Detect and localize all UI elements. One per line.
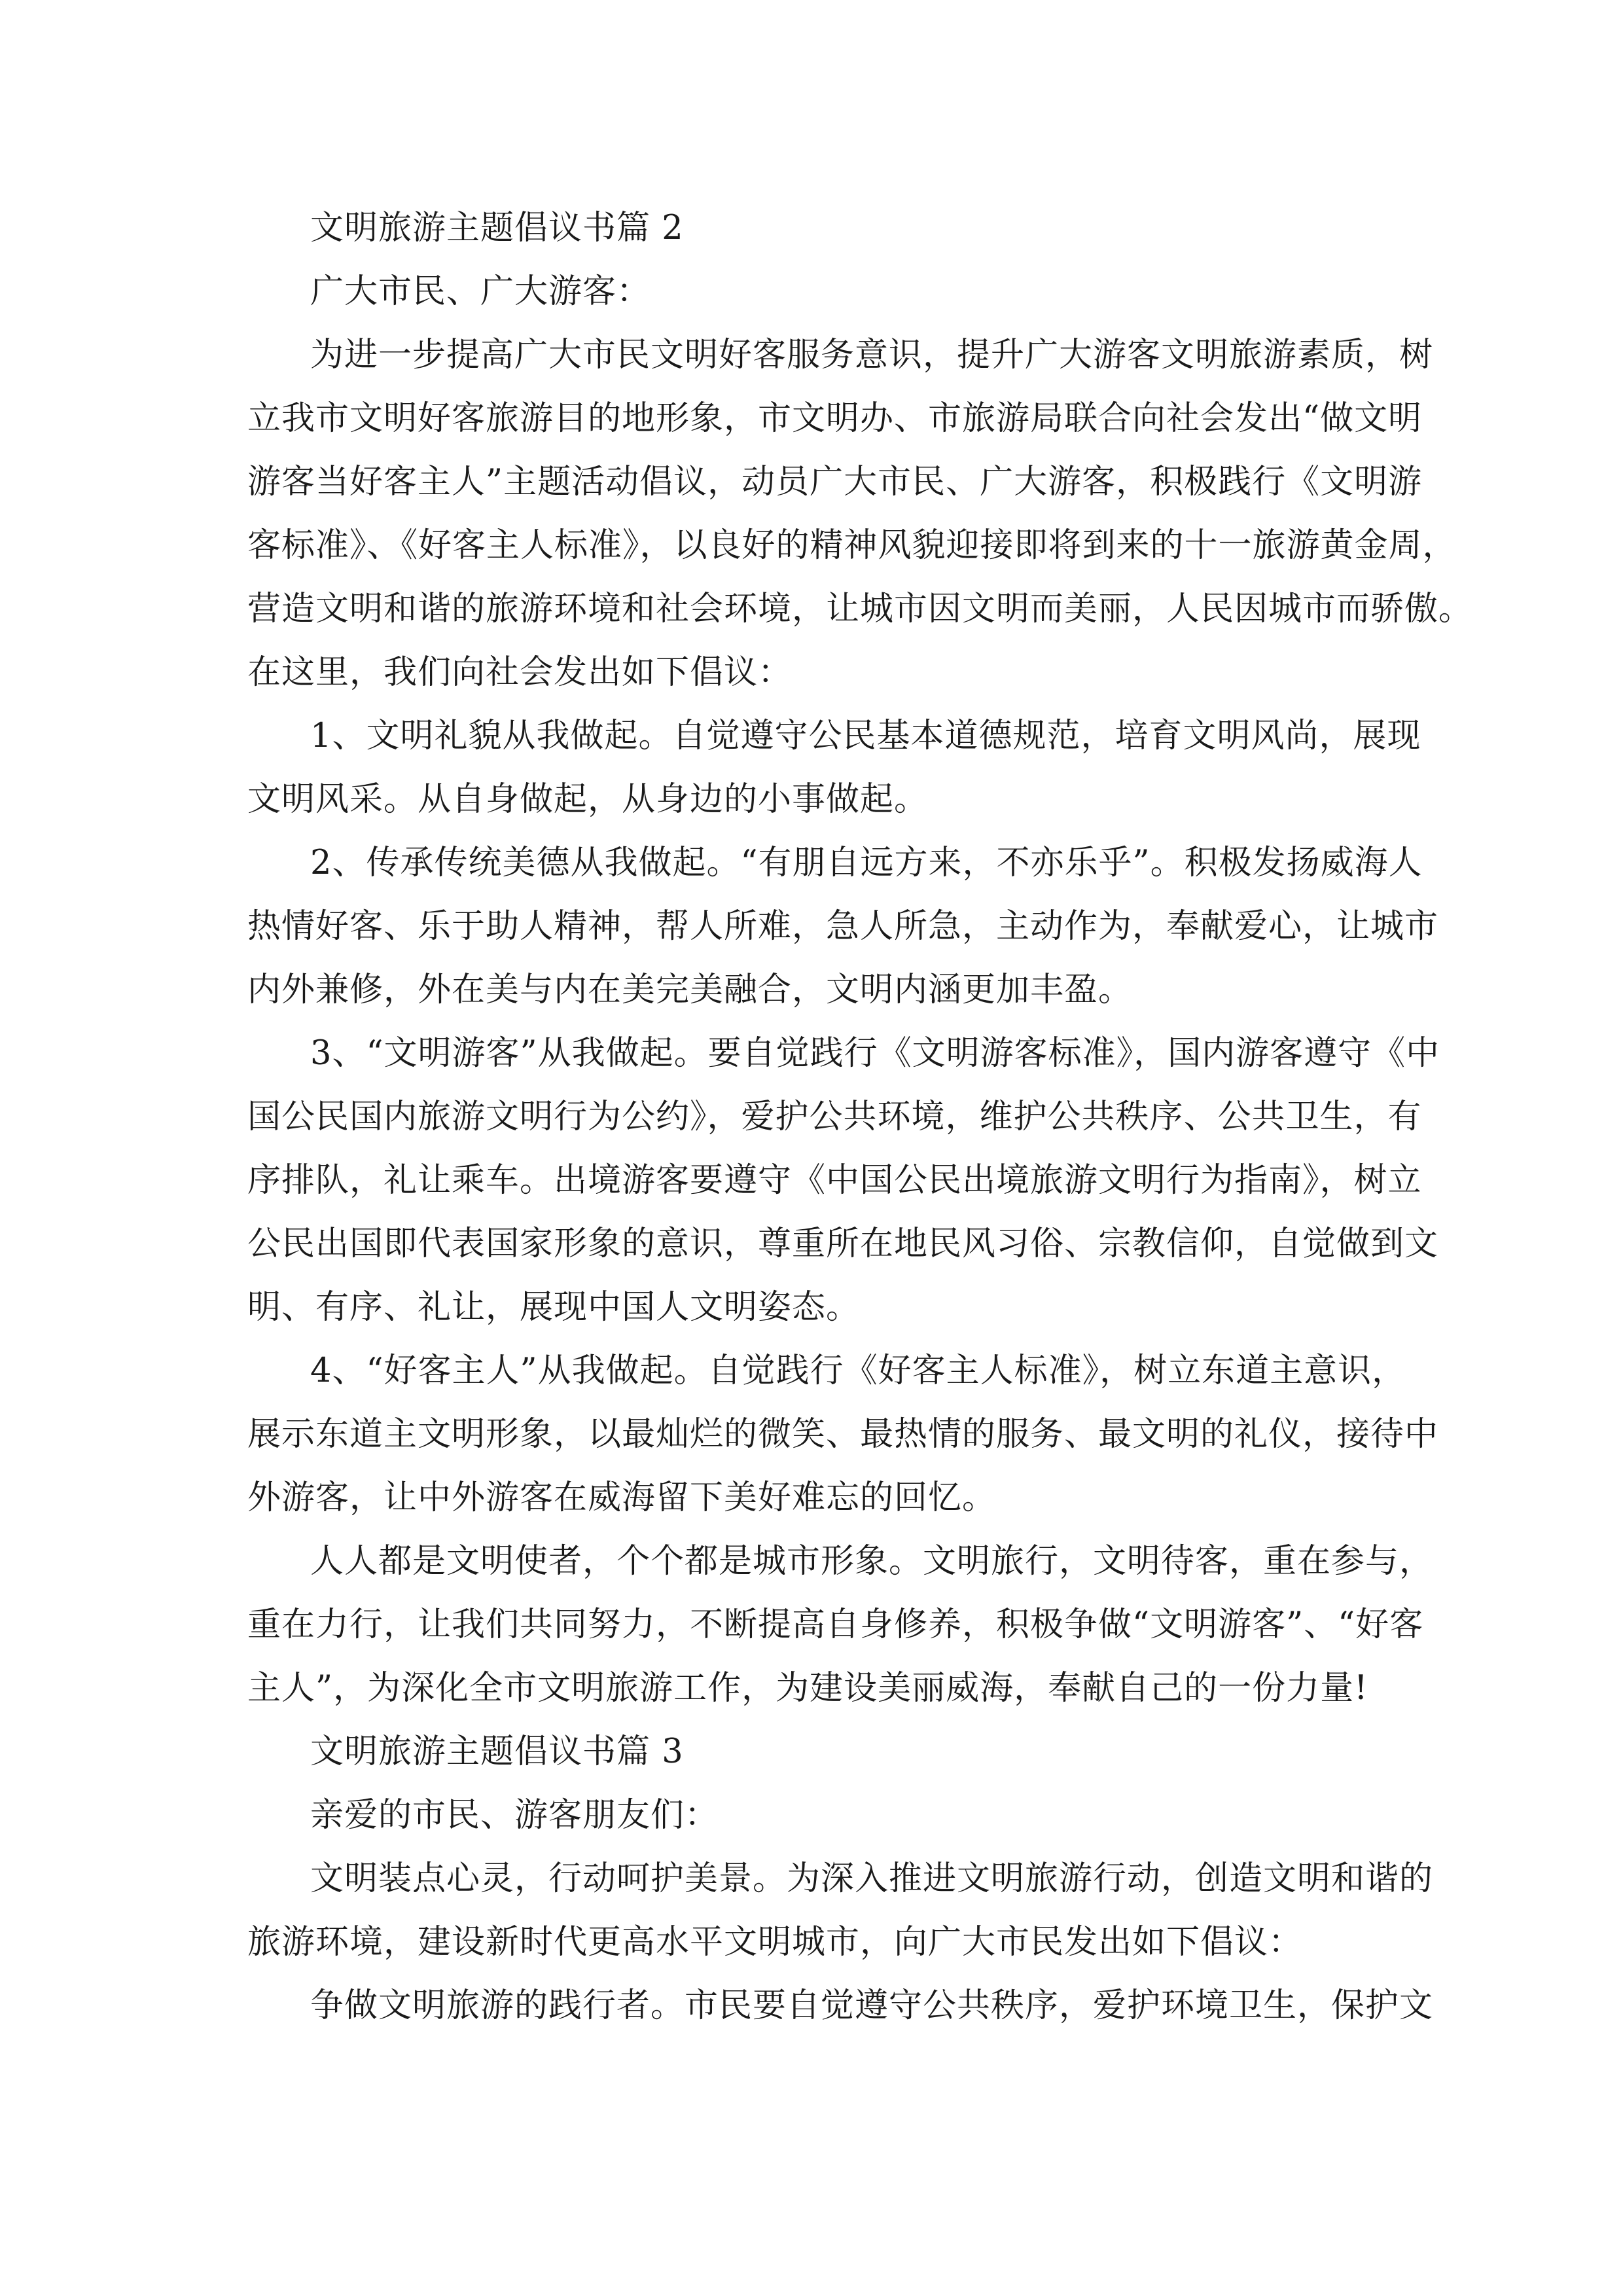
text-line: 争做文明旅游的践行者。市民要自觉遵守公共秩序，爱护环境卫生，保护文 [310, 1986, 1434, 2025]
text-line: 4、“好客主人”从我做起。自觉践行《好客主人标准》，树立东道主意识， [310, 1352, 1406, 1390]
text-line: 1、文明礼貌从我做起。自觉遵守公民基本道德规范，培育文明风尚，展现 [310, 717, 1421, 755]
paragraph-item-3 [247, 1022, 1440, 1339]
paragraph-item-1 [247, 704, 1421, 831]
document-body [247, 196, 1473, 2037]
text-line: 序排队，礼让乘车。出境游客要遵守《中国公民出境旅游文明行为指南》，树立 [247, 1161, 1422, 1200]
salutation-3: 亲爱的市民、游客朋友们： [310, 1796, 719, 1835]
text-line: 立我市文明好客旅游目的地形象，市文明办、市旅游局联合向社会发出“做文明 [247, 399, 1423, 438]
paragraph-closing [247, 1530, 1434, 1720]
text-line: 文明装点心灵，行动呵护美景。为深入推进文明旅游行动，创造文明和谐的 [310, 1859, 1434, 1898]
text-line: 为进一步提高广大市民文明好客服务意识，提升广大游客文明旅游素质，树 [310, 336, 1434, 374]
text-line: 人人都是文明使者，个个都是城市形象。文明旅行，文明待客，重在参与， [310, 1542, 1434, 1581]
text-line: 热情好客、乐于助人精神，帮人所难，急人所急，主动作为，奉献爱心，让城市 [247, 907, 1439, 946]
text-line: 外游客，让中外游客在威海留下美好难忘的回忆。 [247, 1479, 997, 1517]
text-line: 展示东道主文明形象，以最灿烂的微笑、最热情的服务、最文明的礼仪，接待中 [247, 1415, 1439, 1454]
text-line: 内外兼修，外在美与内在美完美融合，文明内涵更加丰盈。 [247, 971, 1133, 1009]
salutation-2: 广大市民、广大游客： [310, 272, 651, 311]
section-heading-2: 文明旅游主题倡议书篇 2 [310, 209, 684, 247]
text-line: 重在力行，让我们共同努力，不断提高自身修养，积极争做“文明游客”、“好客 [247, 1605, 1424, 1644]
text-line: 游客当好客主人”主题活动倡议，动员广大市民、广大游客，积极践行《文明游 [247, 463, 1423, 501]
paragraph-p3-intro [247, 1847, 1434, 1974]
text-line: 主人”，为深化全市文明旅游工作，为建设美丽威海，奉献自己的一份力量! [247, 1669, 1368, 1708]
text-line: 在这里，我们向社会发出如下倡议： [247, 653, 793, 692]
paragraph-p3-item-1 [247, 1974, 1434, 2037]
text-line: 3、“文明游客”从我做起。要自觉践行《文明游客标准》，国内游客遵守《中 [310, 1034, 1440, 1073]
text-line: 国公民国内旅游文明行为公约》，爱护公共环境，维护公共秩序、公共卫生，有 [247, 1098, 1422, 1136]
text-line: 文明风采。从自身做起，从身边的小事做起。 [247, 780, 929, 819]
text-line: 明、有序、礼让，展现中国人文明姿态。 [247, 1288, 861, 1327]
text-line: 2、传承传统美德从我做起。“有朋自远方来，不亦乐乎”。积极发扬威海人 [310, 844, 1423, 882]
paragraph-intro [247, 323, 1473, 704]
paragraph-item-2 [247, 831, 1439, 1022]
text-line: 旅游环境，建设新时代更高水平文明城市，向广大市民发出如下倡议： [247, 1923, 1303, 1962]
text-line: 公民出国即代表国家形象的意识，尊重所在地民风习俗、宗教信仰，自觉做到文 [247, 1225, 1439, 1263]
paragraph-item-4 [247, 1339, 1439, 1530]
text-line: 营造文明和谐的旅游环境和社会环境，让城市因文明而美丽，人民因城市而骄傲。 [247, 590, 1473, 628]
text-line: 客标准》、《好客主人标准》，以良好的精神风貌迎接即将到来的十一旅游黄金周， [247, 526, 1457, 565]
section-heading-3: 文明旅游主题倡议书篇 3 [310, 1732, 684, 1771]
